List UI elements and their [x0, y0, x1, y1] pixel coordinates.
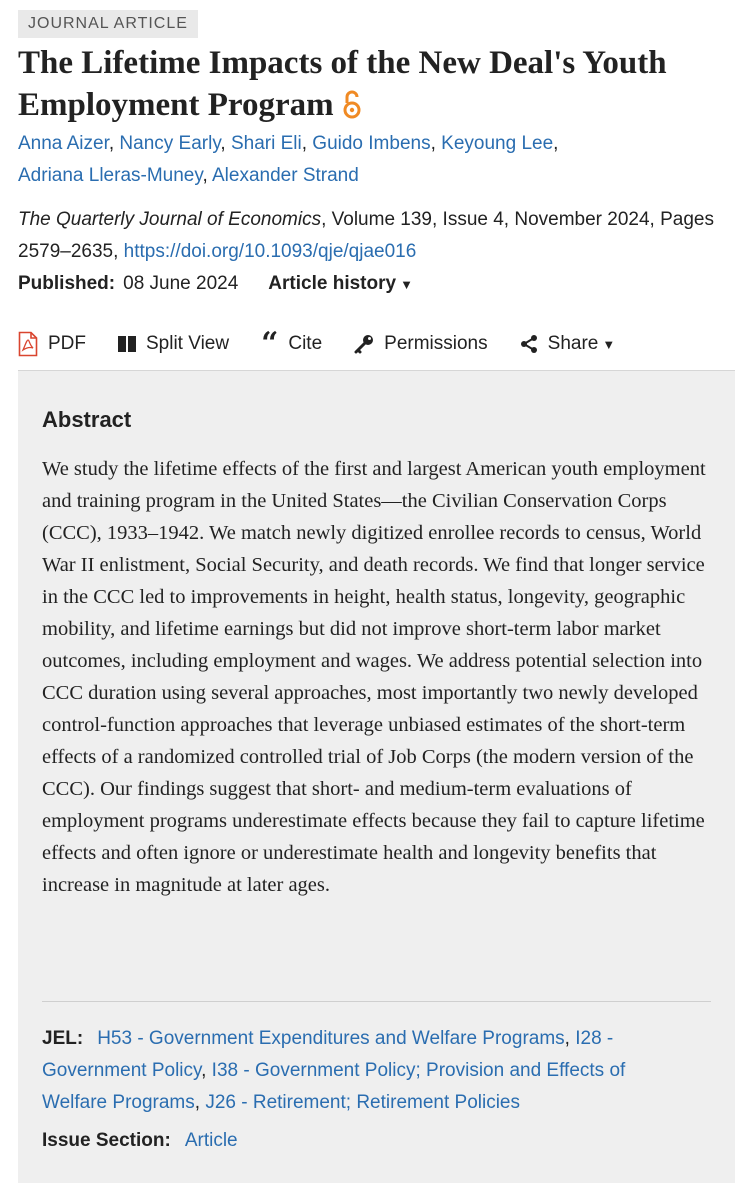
issue-section-label: Issue Section: — [42, 1130, 171, 1151]
jel-code-link[interactable]: H53 - Government Expenditures and Welfare Programs — [97, 1028, 565, 1049]
author-list: Anna Aizer, Nancy Early, Shari Eli, Guido Imbens, Keyoung Lee, Adriana Lleras-Muney, Alexander Strand — [18, 133, 559, 186]
share-button[interactable] — [520, 333, 616, 355]
issue-section-link[interactable]: Article — [184, 1130, 238, 1151]
journal-name: The Quarterly Journal of Economics — [18, 209, 322, 230]
cite-label: Cite — [288, 333, 323, 354]
author-link[interactable]: Guido Imbens — [312, 133, 431, 154]
jel-label: JEL: — [42, 1028, 84, 1049]
article-type-badge: JOURNAL ARTICLE — [18, 10, 198, 38]
jel-code-link[interactable]: I38 - Government Policy; Provision and Effects of Welfare Programs — [42, 1060, 626, 1113]
abstract-section — [18, 370, 735, 1183]
share-label: Share — [547, 333, 599, 354]
published-label: Published: — [18, 273, 116, 294]
article-history-label: Article history — [268, 273, 397, 294]
article-history-toggle[interactable] — [268, 273, 413, 294]
author-link[interactable]: Shari Eli — [230, 133, 302, 154]
published-date: 08 June 2024 — [123, 273, 239, 294]
split-view-button[interactable] — [118, 333, 229, 355]
author-link[interactable]: Adriana Lleras-Muney — [18, 165, 203, 186]
article-toolbar — [18, 326, 615, 362]
doi-link[interactable]: https://doi.org/10.1093/qje/qjae016 — [123, 241, 417, 262]
pdf-icon — [18, 331, 38, 357]
cite-button[interactable] — [261, 326, 323, 361]
jel-codes: JEL: H53 - Government Expenditures and Welfare Programs, I28 - Government Policy, I38 - Government Policy; Provision and Effects of Welfare Programs, J26 - Retirement; Retirement Policies — [42, 1028, 626, 1113]
pdf-label: PDF — [48, 333, 86, 354]
article-title-text: The Lifetime Impacts of the New Deal's Youth Employment Program — [18, 45, 667, 123]
issue-section — [42, 1125, 238, 1157]
author-link[interactable]: Alexander Strand — [211, 165, 359, 186]
caret-down-icon: ▼ — [602, 336, 616, 352]
split-view-icon — [118, 336, 136, 352]
author-link[interactable]: Nancy Early — [119, 133, 221, 154]
citation-block — [18, 204, 733, 268]
jel-code-link[interactable]: J26 - Retirement; Retirement Policies — [205, 1092, 520, 1113]
permissions-button[interactable] — [354, 333, 487, 355]
divider — [42, 1001, 711, 1002]
share-icon — [520, 335, 538, 353]
article-title — [18, 42, 733, 130]
jel-code-link[interactable]: I28 - Government Policy — [42, 1028, 614, 1081]
citation-details: , Volume 139, Issue 4, November 2024, Pages 2579–2635, — [18, 209, 714, 262]
split-view-label: Split View — [146, 333, 230, 354]
abstract-heading: Abstract — [42, 407, 132, 432]
caret-down-icon: ▼ — [400, 277, 413, 292]
pdf-button[interactable] — [18, 331, 86, 357]
abstract-text: We study the lifetime effects of the first and largest American youth employment and training program in the United States—the Civilian Conservation Corps (CCC), 1933–1942. We match newly digitized enrollee records to census, World War II enlistment, Social Security, and death records. We find that longer service in the CCC led to improvements in height, health status, longevity, geographic mobility, and lifetime earnings but did not improve short-term labor market outcomes, including employment and wages. We address potential selection into CCC duration using several approaches, most importantly two newly developed control-function approaches that leverage unbiased estimates of the short-term effects of a randomized controlled trial of Job Corps (the modern version of the CCC). Our findings suggest that short- and medium-term evaluations of employment programs underestimate effects because they fail to capture lifetime effects and often ignore or underestimate health and longevity benefits that increase in magnitude at later ages. — [42, 458, 706, 896]
key-icon — [354, 334, 374, 354]
author-link[interactable]: Keyoung Lee — [441, 133, 554, 154]
quote-icon: “ — [261, 326, 279, 361]
permissions-label: Permissions — [384, 333, 488, 354]
publication-info — [18, 268, 413, 301]
open-access-icon[interactable] — [342, 88, 362, 130]
author-link[interactable]: Anna Aizer — [18, 133, 109, 154]
